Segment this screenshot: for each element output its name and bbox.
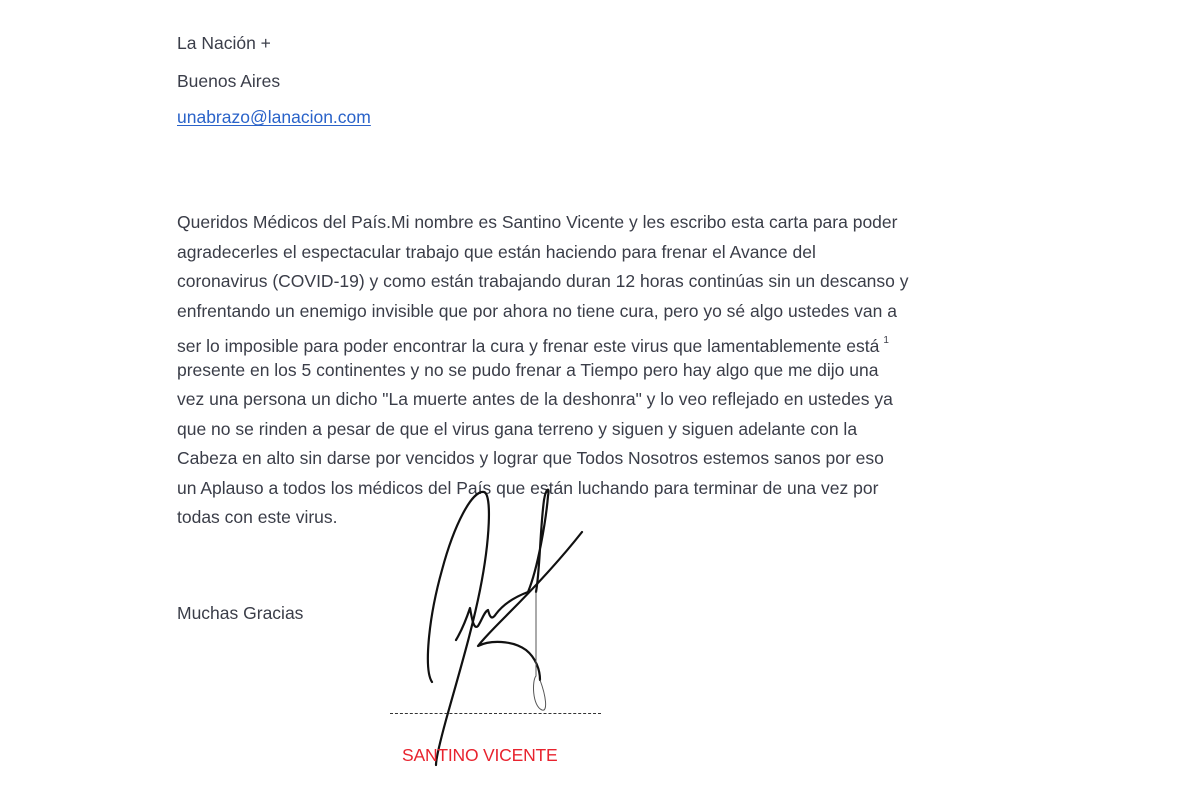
recipient-city: Buenos Aires [177, 71, 281, 91]
body-line-text: ser lo imposible para poder encontrar la cura y frenar este virus que lamentablemente está [177, 336, 880, 356]
body-line: presente en los 5 continentes y no se pudo frenar a Tiempo pero hay algo que me dijo una [177, 359, 879, 380]
footnote-marker: 1 [883, 335, 889, 346]
signer-name: SANTINO VICENTE [402, 745, 558, 765]
letter-body [177, 208, 1037, 533]
signature-line [390, 713, 601, 714]
body-line: agradecerles el espectacular trabajo que están haciendo para frenar el Avance del [177, 241, 816, 262]
body-line: vez una persona un dicho "La muerte antes de la deshonra" y lo veo reflejado en ustedes ya [177, 389, 893, 409]
recipient-email-link[interactable]: unabrazo@lanacion.com [177, 107, 371, 127]
body-line: Queridos Médicos del País.Mi nombre es Santino Vicente y les escribo esta carta para poder [177, 212, 898, 232]
closing-text: Muchas Gracias [177, 603, 304, 623]
body-line: enfrentando un enemigo invisible que por ahora no tiene cura, pero yo sé algo ustedes van a [177, 300, 897, 321]
body-line-with-footnote [177, 326, 1037, 356]
recipient-organization: La Nación + [177, 33, 271, 53]
body-line: coronavirus (COVID-19) y como están trabajando duran 12 horas continúas sin un descanso y [177, 271, 909, 291]
body-line: que no se rinden a pesar de que el virus gana terreno y siguen y siguen adelante con la [177, 418, 858, 439]
body-line: un Aplauso a todos los médicos del País que están luchando para terminar de una vez por [177, 477, 879, 498]
body-line: Cabeza en alto sin darse por vencidos y lograr que Todos Nosotros estemos sanos por eso [177, 448, 884, 468]
body-line: todas con este virus. [177, 507, 338, 527]
